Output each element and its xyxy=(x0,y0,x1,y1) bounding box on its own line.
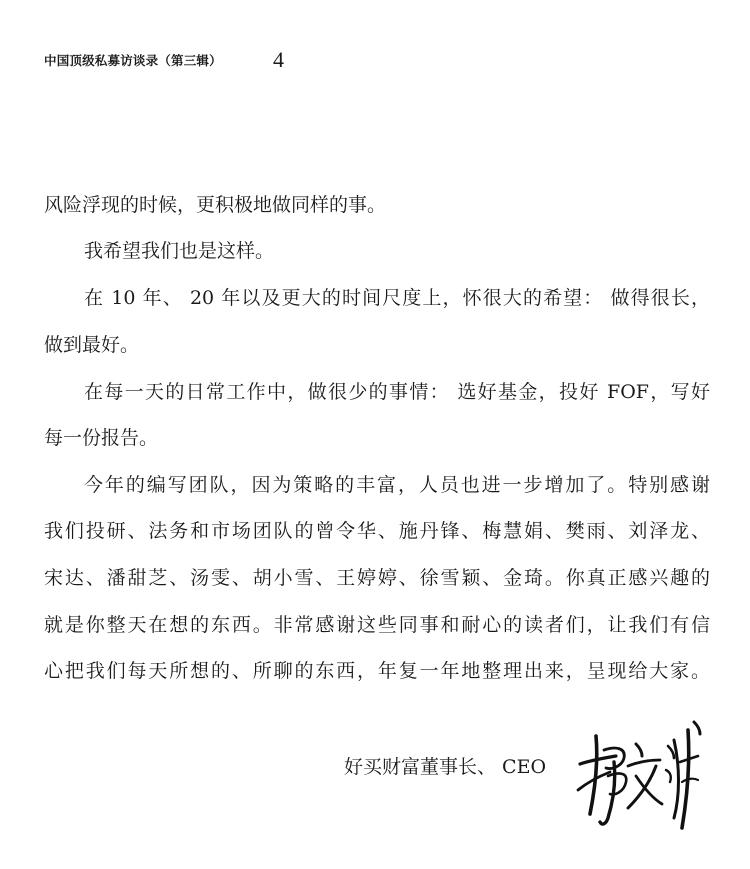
paragraph-line: 做到最好。 xyxy=(44,334,140,356)
paragraph-line: 在每一天的日常工作中，做很少的事情： 选好基金，投好 FOF，写好 xyxy=(84,381,710,403)
paragraph-line: 就是你整天在想的东西。非常感谢这些同事和耐心的读者们，让我们有信 xyxy=(44,614,710,636)
signature-title: 好买财富董事长、 CEO xyxy=(344,756,547,778)
paragraph-line: 心把我们每天所想的、所聊的东西，年复一年地整理出来，呈现给大家。 xyxy=(44,660,710,682)
paragraph-line: 宋达、潘甜芝、汤雯、胡小雪、王婷婷、徐雪颖、金琦。你真正感兴趣的 xyxy=(44,567,710,589)
paragraph-line: 每一份报告。 xyxy=(44,427,159,449)
running-head: 中国顶级私募访谈录（第三辑） xyxy=(44,53,222,68)
paragraph-line: 我们投研、法务和市场团队的曾令华、施丹锋、梅慧娟、樊雨、刘泽龙、 xyxy=(44,520,710,542)
paragraph-line: 在 10 年、 20 年以及更大的时间尺度上，怀很大的希望： 做得很长， xyxy=(84,287,710,309)
paragraph-line: 风险浮现的时候，更积极地做同样的事。 xyxy=(44,194,387,216)
page-number: 4 xyxy=(273,47,284,72)
paragraph-line: 我希望我们也是这样。 xyxy=(84,240,275,262)
handwritten-signature xyxy=(570,706,705,836)
paragraph-line: 今年的编写团队，因为策略的丰富，人员也进一步增加了。特别感谢 xyxy=(84,474,710,496)
